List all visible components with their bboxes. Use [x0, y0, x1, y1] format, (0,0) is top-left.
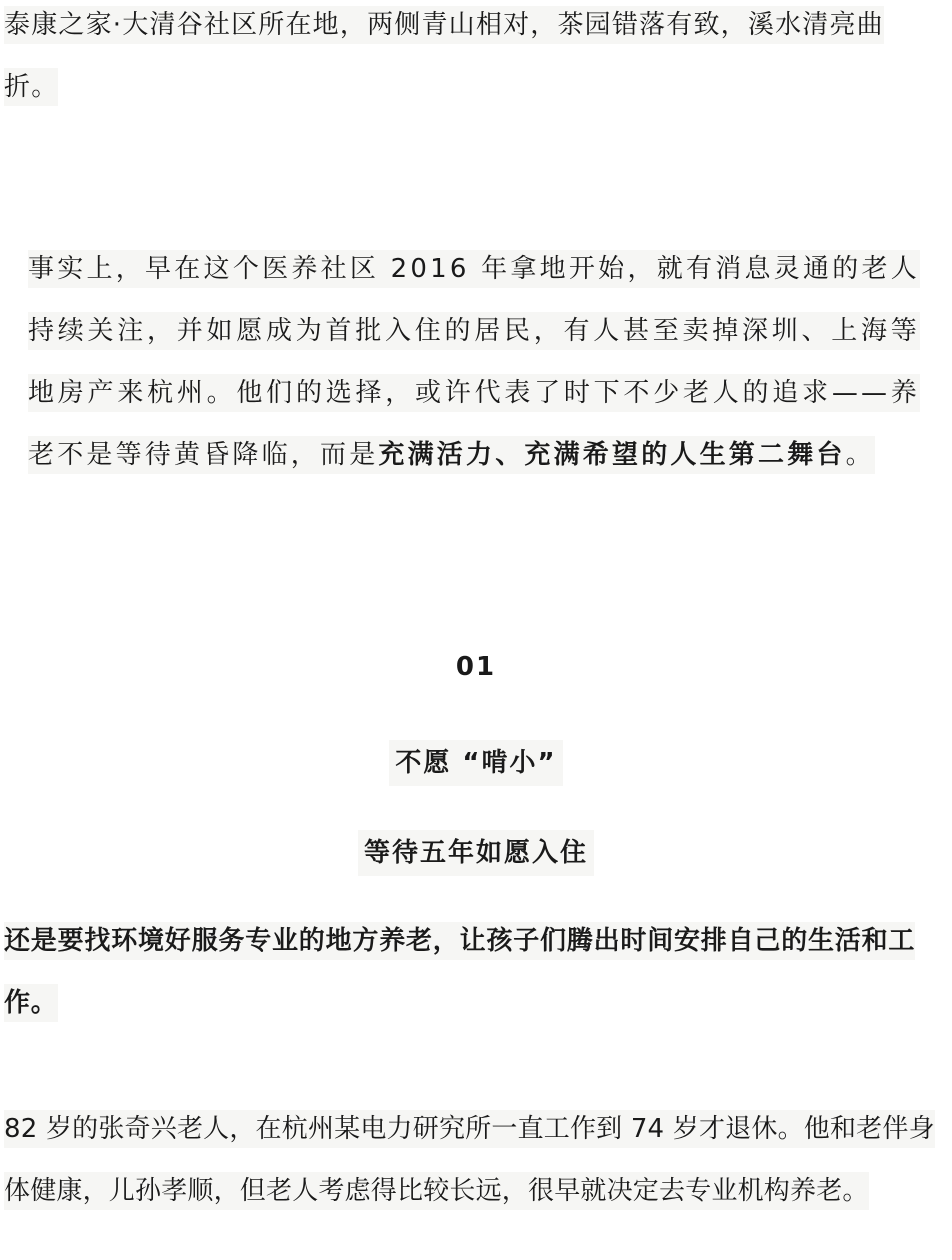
section-title-line1: 不愿 “啃小” — [0, 742, 952, 779]
section-title-line2: 等待五年如愿入住 — [0, 832, 952, 869]
section-number: 01 — [455, 652, 497, 682]
paragraph-quote-text: 还是要找环境好服务专业的地方养老，让孩子们腾出时间安排自己的生活和工作。 — [4, 922, 915, 1022]
paragraph-story-text: 82 岁的张奇兴老人，在杭州某电力研究所一直工作到 74 岁才退休。他和老伴身体健康，儿孙孝顺，但老人考虑得比较长远，很早就决定去专业机构养老。 — [4, 1110, 935, 1210]
paragraph-fact-bold: 充满活力、充满希望的人生第二舞台 — [378, 440, 846, 470]
paragraph-intro-text: 泰康之家·大清谷社区所在地，两侧青山相对，茶园错落有致，溪水清亮曲折。 — [4, 6, 884, 106]
paragraph-story — [4, 1098, 944, 1222]
paragraph-intro — [4, 0, 924, 118]
paragraph-fact — [28, 238, 920, 486]
paragraph-fact-end: 。 — [845, 440, 875, 470]
paragraph-quote — [4, 910, 934, 1034]
paragraph-fact-text: 事实上，早在这个医养社区 2016 年拿地开始，就有消息灵通的老人持续关注，并如愿成为首批入住的居民，有人甚至卖掉深圳、上海等地房产来杭州。他们的选择，或许代表了时下不少老人的追求——养老不是等待黄昏降临，而是 — [28, 254, 920, 470]
